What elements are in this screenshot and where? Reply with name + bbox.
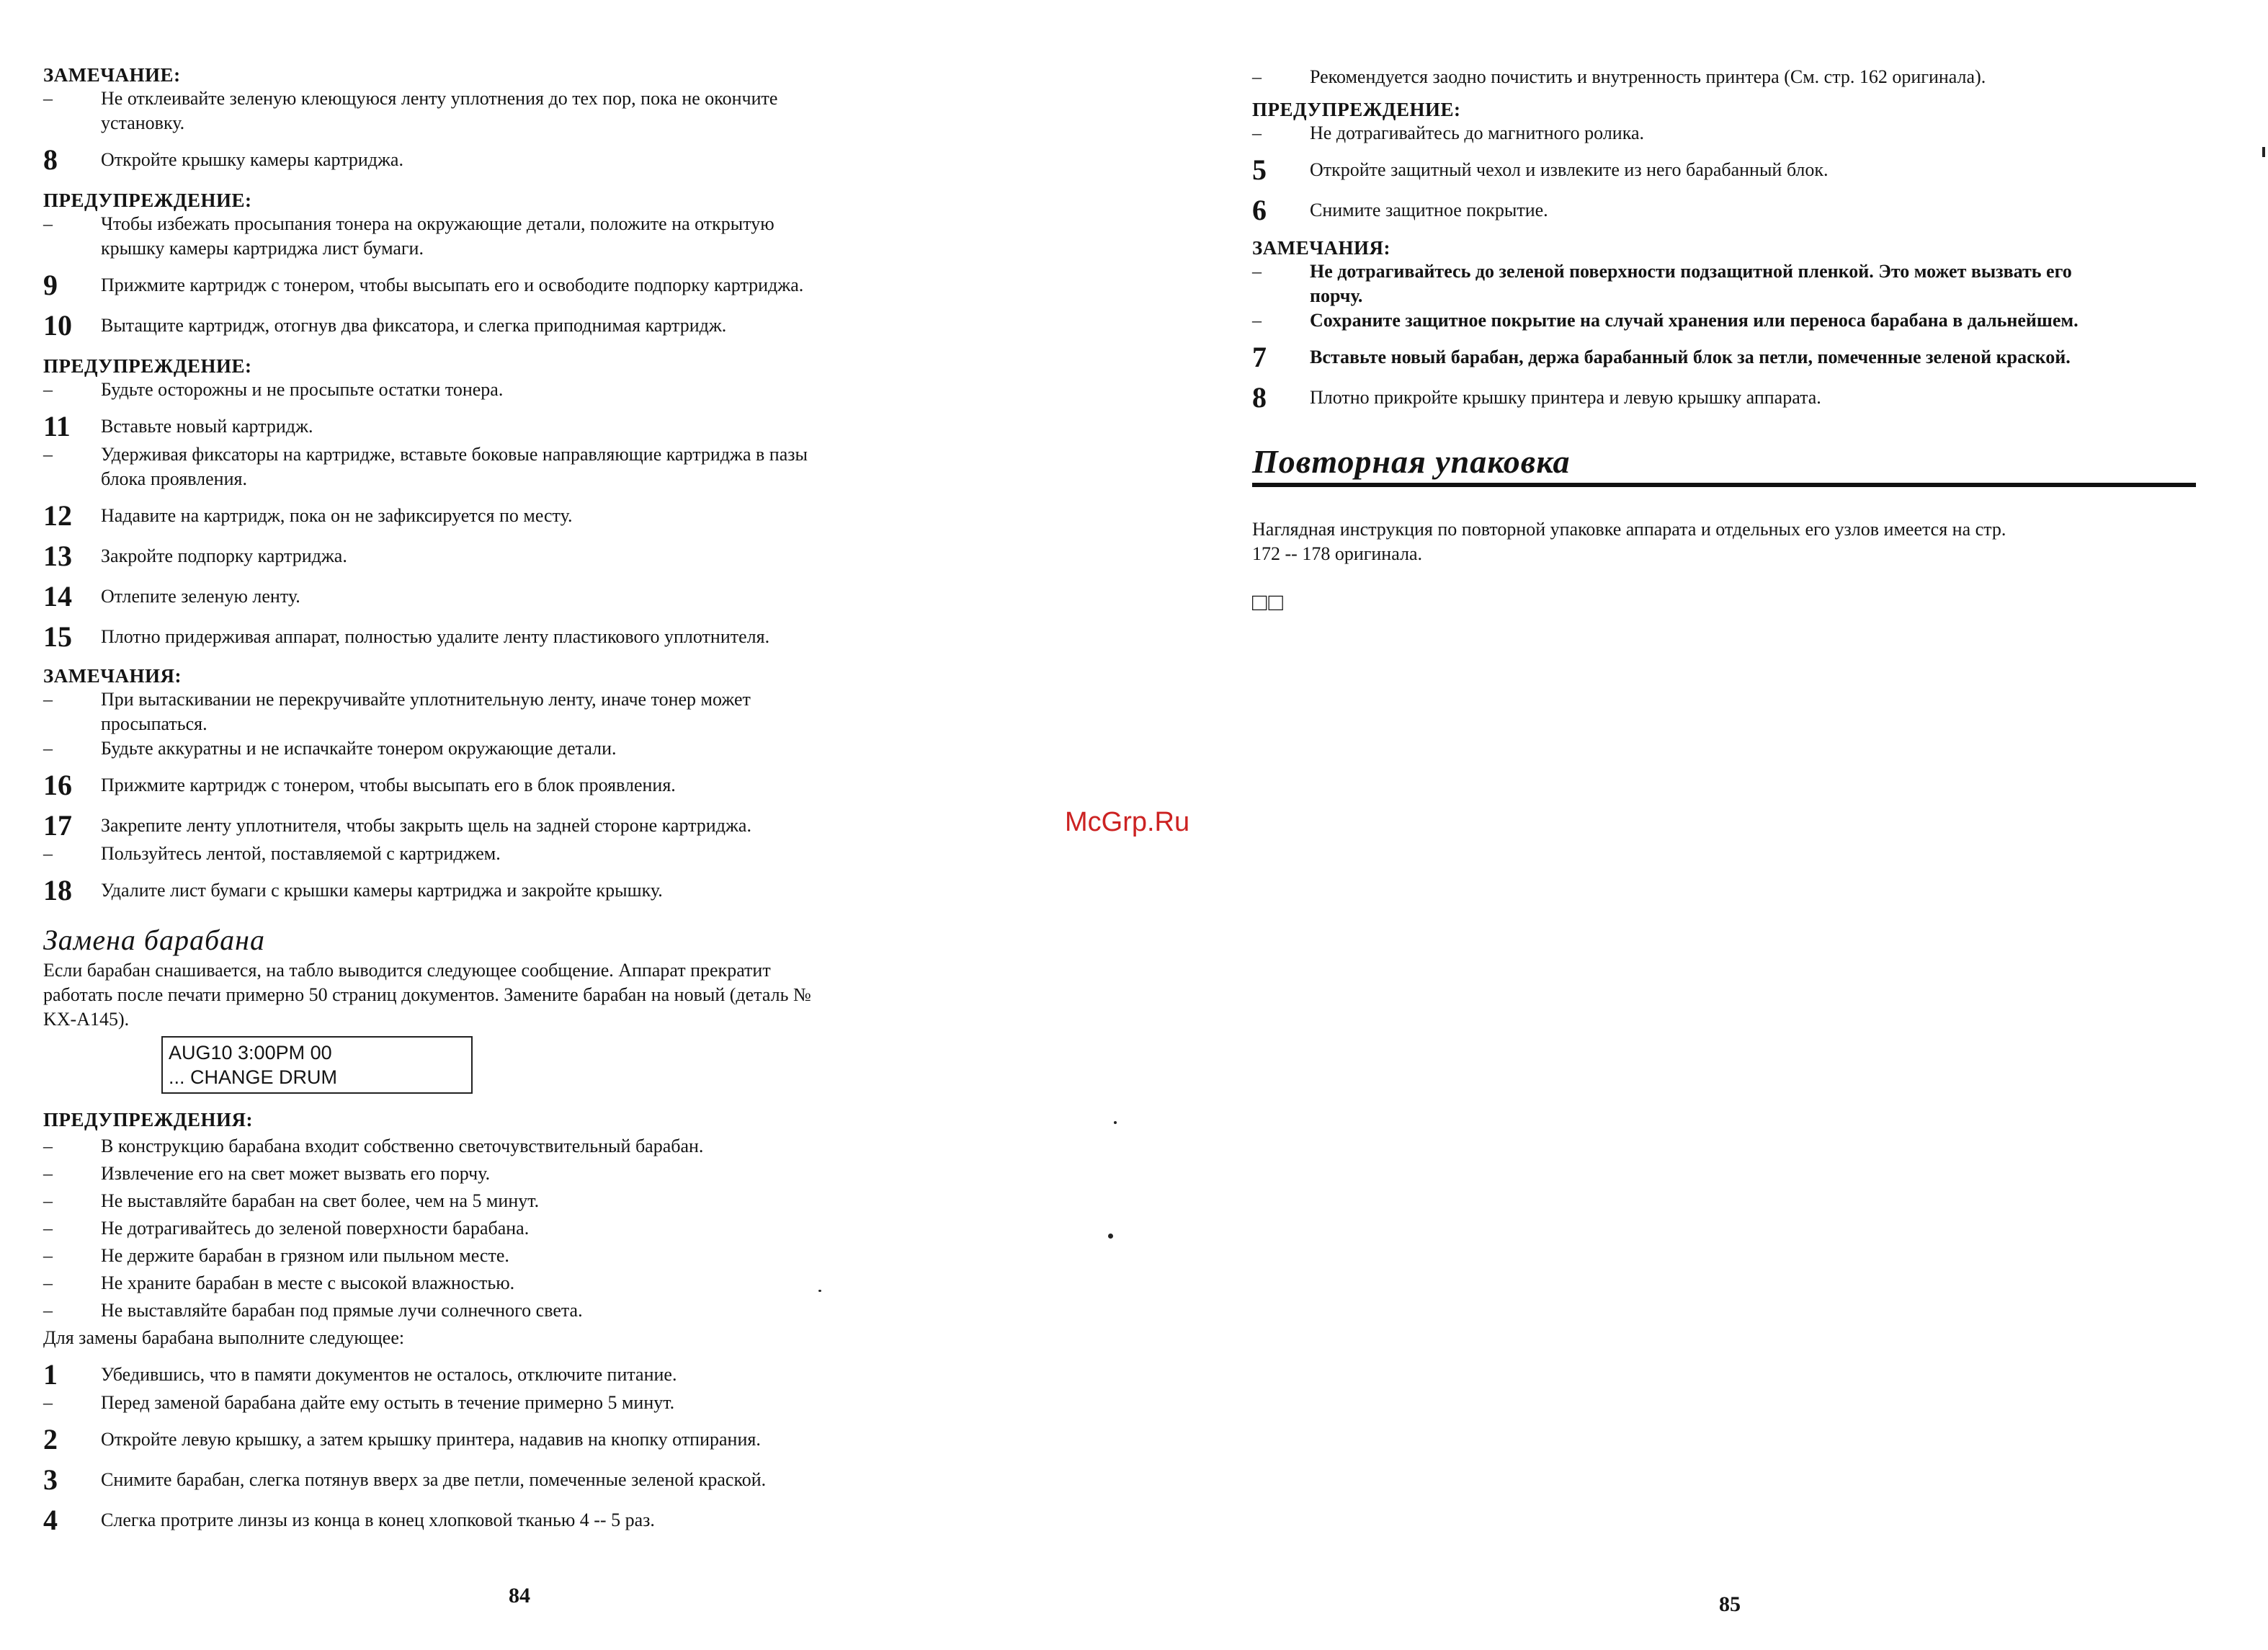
sub-line: Удерживая фиксаторы на картридже, вставьте боковые направляющие картриджа в пазы — [101, 444, 808, 465]
dash-bullet: – — [43, 213, 53, 234]
warning-item — [43, 1161, 980, 1186]
note-line: Не отклеивайте зеленую клеющуюся ленту уплотнения до тех пор, пока не окончите — [101, 88, 778, 109]
note-line: Будьте аккуратны и не испачкайте тонером окружающие детали. — [101, 738, 617, 759]
lcd-display — [161, 1036, 473, 1094]
notes-heading: ЗАМЕЧАНИЯ: — [43, 665, 182, 687]
step-8 — [43, 144, 980, 176]
repack-paragraph — [1252, 517, 2196, 566]
dash-bullet: – — [1252, 66, 1262, 87]
note-item — [43, 687, 980, 736]
dash-bullet: – — [1252, 261, 1262, 282]
dash-bullet: – — [43, 1245, 53, 1266]
warning-item — [43, 1244, 980, 1268]
dash-bullet: – — [43, 1300, 53, 1321]
dash-bullet: – — [43, 1392, 53, 1413]
warning-line: Не храните барабан в месте с высокой влажностью. — [101, 1272, 515, 1293]
warning-heading: ПРЕДУПРЕЖДЕНИЕ: — [1252, 99, 1461, 120]
dash-bullet: – — [43, 843, 53, 864]
step-number: 13 — [43, 540, 72, 572]
note-item — [43, 736, 980, 761]
warning-item — [43, 1189, 980, 1213]
warning-line: Не выставляйте барабан на свет более, чем на 5 минут. — [101, 1190, 540, 1211]
warnings-heading: ПРЕДУПРЕЖДЕНИЯ: — [43, 1109, 253, 1131]
step-text: Надавите на картридж, пока он не зафиксируется по месту. — [101, 505, 573, 526]
sub-line: блока проявления. — [101, 468, 247, 489]
note-line: Не дотрагивайтесь до зеленой поверхности подзащитной пленкой. Это может вызвать его — [1310, 261, 2072, 282]
dash-bullet: – — [43, 1190, 53, 1211]
note-line: Сохраните защитное покрытие на случай хранения или переноса барабана в дальнейшем. — [1310, 310, 2079, 331]
step-number: 8 — [1252, 381, 1267, 414]
section-title: Повторная упаковка — [1252, 444, 2196, 487]
step-number: 1 — [43, 1358, 58, 1391]
repack-line: 172 -- 178 оригинала. — [1252, 543, 1423, 564]
step-12 — [43, 500, 980, 532]
stray-dot — [818, 1290, 821, 1292]
end-marks: □□ — [1252, 589, 1285, 616]
watermark: McGrp.Ru — [1065, 807, 1190, 837]
dash-bullet: – — [43, 1136, 53, 1156]
dash-bullet: – — [43, 1163, 53, 1184]
step-8 — [1252, 382, 2196, 414]
lcd-line: AUG10 3:00PM 00 — [169, 1042, 332, 1063]
note-item — [1252, 259, 2196, 308]
step-number: 17 — [43, 809, 72, 842]
dash-bullet: – — [43, 1272, 53, 1293]
warning-line: Будьте осторожны и не просыпьте остатки тонера. — [101, 379, 504, 400]
step-11 — [43, 411, 980, 442]
drum-step-1 — [43, 1359, 980, 1391]
step-text: Откройте защитный чехол и извлеките из него барабанный блок. — [1310, 159, 1829, 180]
dash-bullet: – — [1252, 310, 1262, 331]
dash-bullet: – — [43, 1218, 53, 1239]
intro-line: Если барабан снашивается, на табло выводится следующее сообщение. Аппарат прекратит — [43, 960, 771, 981]
warning-line: крышку камеры картриджа лист бумаги. — [101, 238, 424, 259]
step-17-sub — [43, 842, 980, 866]
step-6 — [1252, 195, 2196, 226]
step-number: 16 — [43, 769, 72, 801]
warning-line: Не держите барабан в грязном или пыльном месте. — [101, 1245, 509, 1266]
warning-item — [43, 1216, 980, 1241]
warning-line: Не дотрагивайтесь до магнитного ролика. — [1310, 122, 1644, 143]
step-7 — [1252, 342, 2196, 373]
warning-item — [43, 212, 980, 261]
warning-item — [1252, 121, 2196, 146]
warning-item — [43, 378, 980, 402]
note-heading: ЗАМЕЧАНИЕ: — [43, 64, 181, 86]
step-text: Плотно придерживая аппарат, полностью удалите ленту пластикового уплотнителя. — [101, 626, 770, 647]
warning-line: В конструкцию барабана входит собственно светочувствительный барабан. — [101, 1136, 704, 1156]
step-13 — [43, 540, 980, 572]
step-text: Закройте подпорку картриджа. — [101, 545, 347, 566]
warning-item — [43, 1134, 980, 1159]
step-11-sub — [43, 442, 980, 491]
left-page — [43, 56, 980, 1536]
step-text: Вставьте новый картридж. — [101, 416, 313, 437]
step-number: 18 — [43, 874, 72, 906]
stray-dot — [1114, 1121, 1117, 1124]
cleaning-note — [1252, 65, 2196, 89]
dash-bullet: – — [43, 88, 53, 109]
note-line: Рекомендуется заодно почистить и внутренность принтера (См. стр. 162 оригинала). — [1310, 66, 1986, 87]
dash-bullet: – — [43, 379, 53, 400]
step-14 — [43, 581, 980, 612]
warning-line: Чтобы избежать просыпания тонера на окружающие детали, положите на открытую — [101, 213, 774, 234]
step-number: 3 — [43, 1463, 58, 1496]
step-text: Снимите защитное покрытие. — [1310, 200, 1548, 220]
step-10 — [43, 310, 980, 342]
step-text: Отлепите зеленую ленту. — [101, 586, 300, 607]
note-item — [1252, 308, 2196, 333]
note-line: просыпаться. — [101, 713, 207, 734]
warning-line: Не выставляйте барабан под прямые лучи солнечного света. — [101, 1300, 583, 1321]
drum-step-1-sub — [43, 1391, 980, 1415]
step-number: 11 — [43, 410, 71, 442]
stray-dot — [1108, 1234, 1113, 1239]
right-page — [1252, 65, 2196, 617]
dash-bullet: – — [43, 738, 53, 759]
step-number: 7 — [1252, 341, 1267, 373]
drum-step-4 — [43, 1504, 980, 1536]
intro-paragraph — [43, 958, 980, 1032]
section-title: Замена барабана — [43, 924, 266, 956]
step-5 — [1252, 154, 2196, 186]
procedure-intro: Для замены барабана выполните следующее: — [43, 1327, 405, 1348]
step-text: Убедившись, что в памяти документов не осталось, отключите питание. — [101, 1364, 677, 1385]
step-18 — [43, 875, 980, 906]
step-text: Прижмите картридж с тонером, чтобы высыпать его в блок проявления. — [101, 775, 676, 795]
dash-bullet: – — [43, 444, 53, 465]
step-text: Откройте левую крышку, а затем крышку принтера, надавив на кнопку отпирания. — [101, 1429, 761, 1450]
step-text: Удалите лист бумаги с крышки камеры картриджа и закройте крышку. — [101, 880, 663, 901]
page-number-left: 84 — [509, 1584, 530, 1607]
note-line: При вытаскивании не перекручивайте уплотнительную ленту, иначе тонер может — [101, 689, 751, 710]
step-number: 5 — [1252, 153, 1267, 186]
step-number: 10 — [43, 309, 72, 342]
sub-line: Перед заменой барабана дайте ему остыть в течение примерно 5 минут. — [101, 1392, 675, 1413]
page-number-right: 85 — [1719, 1592, 1741, 1616]
lcd-line: ... CHANGE DRUM — [169, 1066, 338, 1088]
warning-heading: ПРЕДУПРЕЖДЕНИЕ: — [43, 189, 252, 211]
step-text: Закрепите ленту уплотнителя, чтобы закрыть щель на задней стороне картриджа. — [101, 815, 751, 836]
step-text: Прижмите картридж с тонером, чтобы высыпать его и освободите подпорку картриджа. — [101, 275, 804, 295]
step-number: 6 — [1252, 194, 1267, 226]
warning-item — [43, 1298, 980, 1323]
step-text: Откройте крышку камеры картриджа. — [101, 149, 403, 170]
step-16 — [43, 770, 980, 801]
step-number: 14 — [43, 580, 72, 612]
step-text: Вставьте новый барабан, держа барабанный блок за петли, помеченные зеленой краской. — [1310, 347, 2071, 367]
step-text: Слегка протрите линзы из конца в конец хлопковой тканью 4 -- 5 раз. — [101, 1509, 655, 1530]
warning-line: Не дотрагивайтесь до зеленой поверхности барабана. — [101, 1218, 530, 1239]
notes-heading: ЗАМЕЧАНИЯ: — [1252, 237, 1391, 259]
intro-line: KX-A145). — [43, 1009, 130, 1030]
sub-line: Пользуйтесь лентой, поставляемой с картриджем. — [101, 843, 501, 864]
drum-step-3 — [43, 1464, 980, 1496]
step-number: 8 — [43, 143, 58, 176]
repack-line: Наглядная инструкция по повторной упаковке аппарата и отдельных его узлов имеется на стр. — [1252, 519, 2006, 540]
edge-mark — [2262, 147, 2265, 157]
dash-bullet: – — [1252, 122, 1262, 143]
step-text: Плотно прикройте крышку принтера и левую крышку аппарата. — [1310, 387, 1821, 408]
dash-bullet: – — [43, 689, 53, 710]
step-text: Вытащите картридж, отогнув два фиксатора, и слегка приподнимая картридж. — [101, 315, 727, 336]
step-number: 12 — [43, 499, 72, 532]
warning-heading: ПРЕДУПРЕЖДЕНИЕ: — [43, 355, 252, 377]
warning-item — [43, 1271, 980, 1296]
note-line: порчу. — [1310, 285, 1363, 306]
step-number: 2 — [43, 1423, 58, 1455]
note-line: установку. — [101, 112, 185, 133]
drum-step-2 — [43, 1424, 980, 1455]
note-item — [43, 86, 980, 135]
step-number: 15 — [43, 620, 72, 653]
step-17 — [43, 810, 980, 842]
step-9 — [43, 269, 980, 301]
step-text: Снимите барабан, слегка потянув вверх за две петли, помеченные зеленой краской. — [101, 1469, 767, 1490]
step-number: 9 — [43, 269, 58, 301]
warning-line: Извлечение его на свет может вызвать его порчу. — [101, 1163, 491, 1184]
step-15 — [43, 621, 980, 653]
intro-line: работать после печати примерно 50 страниц документов. Замените барабан на новый (деталь № — [43, 984, 811, 1005]
step-number: 4 — [43, 1504, 58, 1536]
